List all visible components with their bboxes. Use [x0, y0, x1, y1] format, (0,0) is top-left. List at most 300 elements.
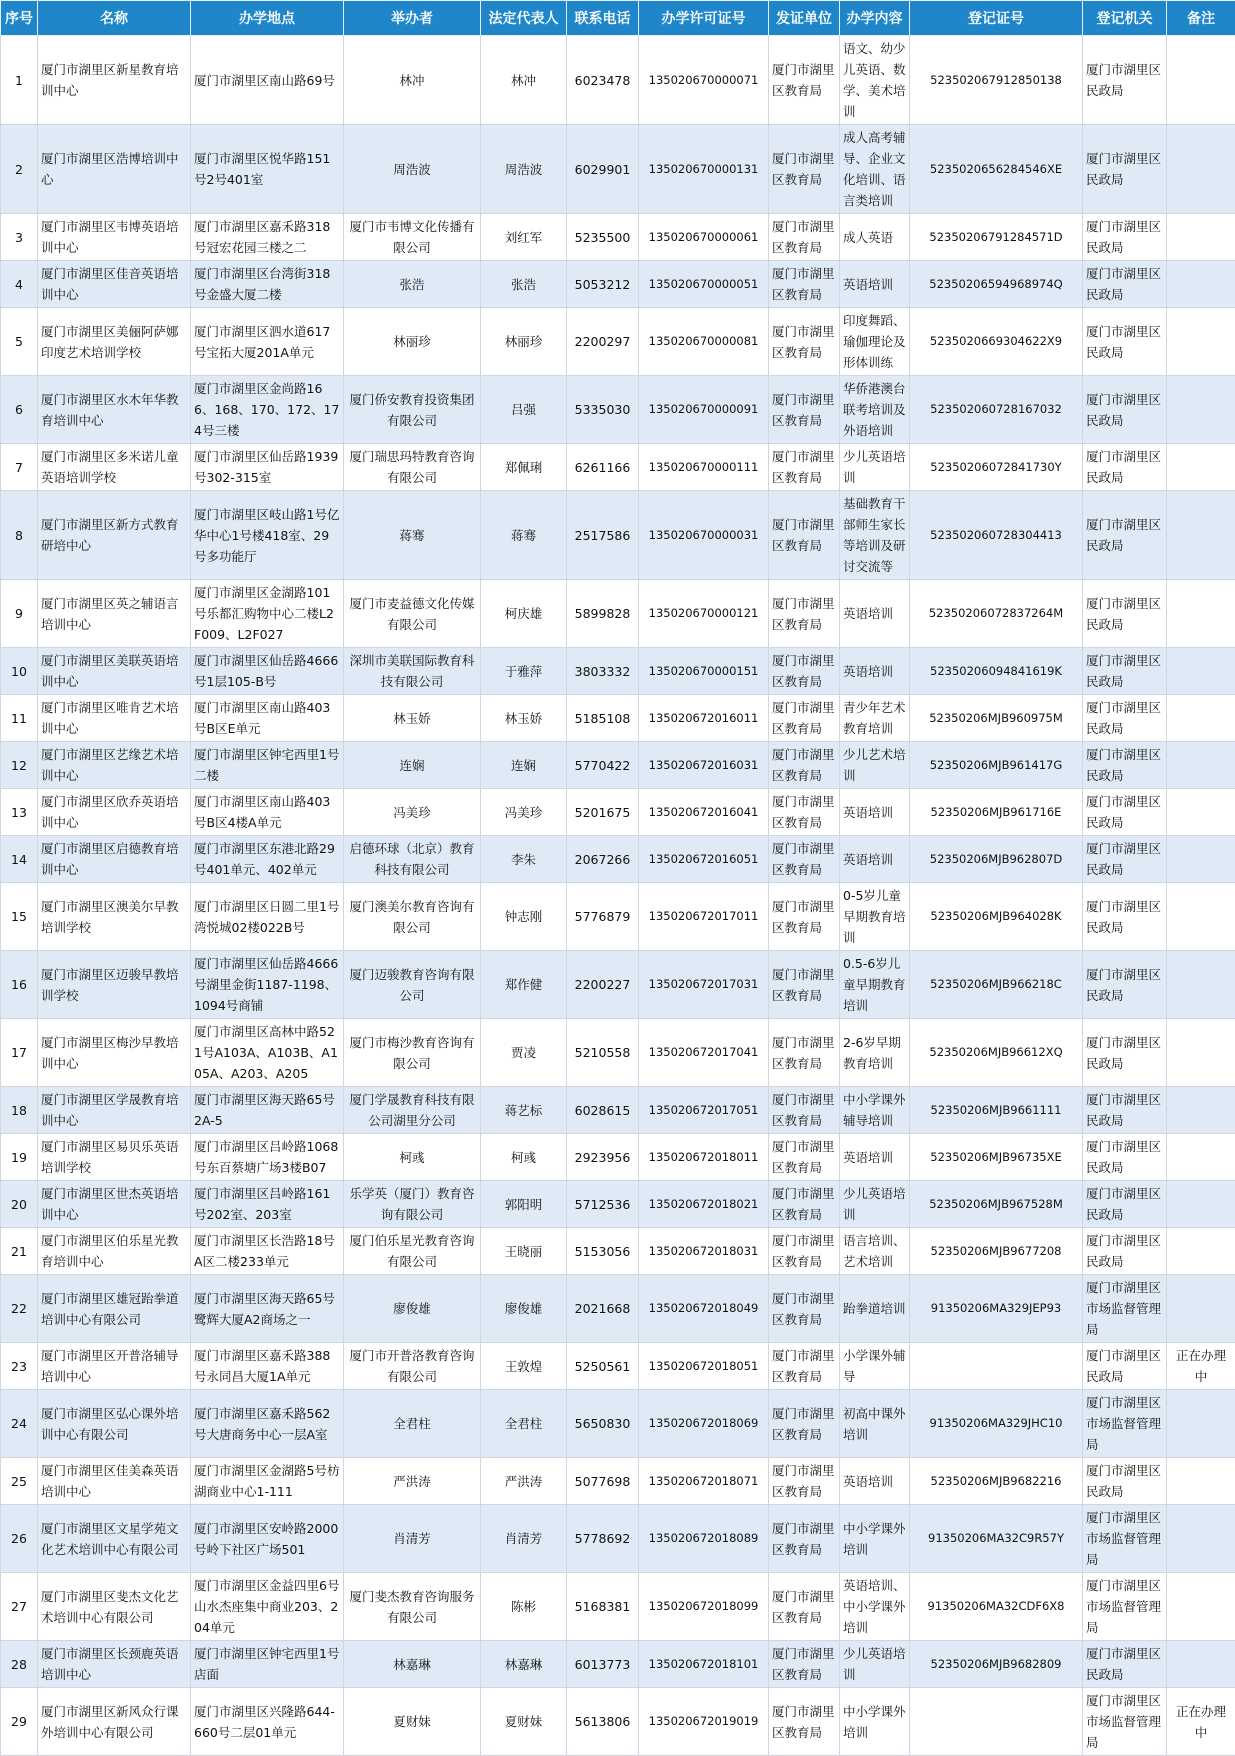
cell-issuer: 厦门市湖里区教育局	[769, 789, 840, 836]
cell-license-no: 135020672018089	[639, 1505, 769, 1573]
cell-issuer: 厦门市湖里区教育局	[769, 836, 840, 883]
cell-reg-no: 52350206MJB96621​8C	[910, 951, 1083, 1019]
table-row	[1, 308, 1235, 376]
cell-name: 厦门市湖里区新星教育培训中心	[38, 36, 191, 125]
cell-seq: 5	[1, 308, 38, 376]
cell-name: 厦门市湖里区佳美森英语培训中心	[38, 1458, 191, 1505]
cell-legal-rep: 陈彬	[481, 1573, 567, 1641]
cell-content: 中小学课外培训	[840, 1505, 910, 1573]
cell-content: 青少年艺术教育培训	[840, 695, 910, 742]
cell-organizer: 张浩	[344, 261, 481, 308]
cell-issuer: 厦门市湖里区教育局	[769, 648, 840, 695]
cell-name: 厦门市湖里区美联英语培训中心	[38, 648, 191, 695]
cell-name: 厦门市湖里区雄冠跆拳道培训中心有限公司	[38, 1275, 191, 1343]
cell-remark	[1167, 1505, 1235, 1573]
cell-name: 厦门市湖里区弘心课外培训中心有限公司	[38, 1390, 191, 1458]
cell-license-no: 135020672017011	[639, 883, 769, 951]
cell-address: 厦门市湖里区嘉禾路318号冠宏花园三楼之二	[191, 214, 344, 261]
cell-address: 厦门市湖里区仙岳路4666号1层105-B号	[191, 648, 344, 695]
cell-name: 厦门市湖里区澳美尔早教培训学校	[38, 883, 191, 951]
cell-remark	[1167, 1641, 1235, 1688]
cell-seq: 9	[1, 580, 38, 648]
cell-legal-rep: 周浩波	[481, 125, 567, 214]
cell-issuer: 厦门市湖里区教育局	[769, 261, 840, 308]
cell-address: 厦门市湖里区金湖路101号乐都汇购物中心二楼L2F009、L2F027	[191, 580, 344, 648]
cell-license-no: 135020672019019	[639, 1688, 769, 1756]
cell-phone: 6013773	[567, 1641, 639, 1688]
cell-issuer: 厦门市湖里区教育局	[769, 308, 840, 376]
cell-license-no: 135020672018021	[639, 1181, 769, 1228]
cell-organizer: 夏财妹	[344, 1688, 481, 1756]
cell-reg-authority: 厦门市湖里区民政局	[1083, 214, 1167, 261]
cell-address: 厦门市湖里区钟宅西里1号二楼	[191, 742, 344, 789]
cell-remark	[1167, 695, 1235, 742]
cell-issuer: 厦门市湖里区教育局	[769, 1087, 840, 1134]
cell-reg-no	[910, 1343, 1083, 1390]
cell-name: 厦门市湖里区韦博英语培训中心	[38, 214, 191, 261]
cell-organizer: 启德环球（北京）教育科技有限公司	[344, 836, 481, 883]
cell-address: 厦门市湖里区台湾街318号金盛大厦二楼	[191, 261, 344, 308]
cell-issuer: 厦门市湖里区教育局	[769, 214, 840, 261]
cell-phone: 6029901	[567, 125, 639, 214]
cell-legal-rep: 张浩	[481, 261, 567, 308]
cell-reg-no: 91350206MA32C9R5​7Y	[910, 1505, 1083, 1573]
cell-name: 厦门市湖里区斐杰文化艺术培训中心有限公司	[38, 1573, 191, 1641]
cell-legal-rep: 林嘉琳	[481, 1641, 567, 1688]
cell-name: 厦门市湖里区伯乐星光教育培训中心	[38, 1228, 191, 1275]
cell-organizer: 周浩波	[344, 125, 481, 214]
cell-legal-rep: 王敦煌	[481, 1343, 567, 1390]
cell-name: 厦门市湖里区水木年华教育培训中心	[38, 376, 191, 444]
cell-seq: 20	[1, 1181, 38, 1228]
cell-remark	[1167, 214, 1235, 261]
cell-organizer: 严洪涛	[344, 1458, 481, 1505]
cell-legal-rep: 连娴	[481, 742, 567, 789]
table-row	[1, 1573, 1235, 1641]
cell-issuer: 厦门市湖里区教育局	[769, 580, 840, 648]
cell-remark	[1167, 261, 1235, 308]
cell-reg-authority: 厦门市湖里区民政局	[1083, 742, 1167, 789]
cell-reg-authority: 厦门市湖里区民政局	[1083, 1641, 1167, 1688]
cell-reg-no: 52350206MJB96828​09	[910, 1641, 1083, 1688]
cell-legal-rep: 肖清芳	[481, 1505, 567, 1573]
cell-seq: 11	[1, 695, 38, 742]
column-header-remark: 备注	[1167, 1, 1235, 36]
table-row	[1, 1019, 1235, 1087]
cell-content: 少儿英语培训	[840, 444, 910, 491]
cell-content: 华侨港澳台联考培训及外语培训	[840, 376, 910, 444]
cell-remark	[1167, 742, 1235, 789]
table-row	[1, 1641, 1235, 1688]
cell-remark	[1167, 836, 1235, 883]
cell-phone: 5053212	[567, 261, 639, 308]
cell-reg-authority: 厦门市湖里区民政局	[1083, 1181, 1167, 1228]
cell-content: 2-6岁早期教育培训	[840, 1019, 910, 1087]
cell-name: 厦门市湖里区浩博培训中心	[38, 125, 191, 214]
cell-remark	[1167, 376, 1235, 444]
cell-address: 厦门市湖里区南山路403号B区4楼A单元	[191, 789, 344, 836]
cell-name: 厦门市湖里区启德教育培训中心	[38, 836, 191, 883]
cell-legal-rep: 郑佩琍	[481, 444, 567, 491]
cell-address: 厦门市湖里区南山路403号B区E单元	[191, 695, 344, 742]
table-row	[1, 491, 1235, 580]
cell-phone: 5770422	[567, 742, 639, 789]
cell-remark	[1167, 444, 1235, 491]
cell-content: 英语培训	[840, 1134, 910, 1181]
cell-content: 语文、幼少儿英语、数学、美术培训	[840, 36, 910, 125]
cell-license-no: 135020672016031	[639, 742, 769, 789]
cell-license-no: 135020672018069	[639, 1390, 769, 1458]
cell-reg-no: 5235020607283726​4M	[910, 580, 1083, 648]
cell-reg-authority: 厦门市湖里区民政局	[1083, 261, 1167, 308]
cell-legal-rep: 钟志刚	[481, 883, 567, 951]
cell-license-no: 135020672016051	[639, 836, 769, 883]
table-row	[1, 1134, 1235, 1181]
table-row	[1, 883, 1235, 951]
cell-issuer: 厦门市湖里区教育局	[769, 125, 840, 214]
cell-phone: 5778692	[567, 1505, 639, 1573]
cell-legal-rep: 夏财妹	[481, 1688, 567, 1756]
cell-seq: 18	[1, 1087, 38, 1134]
cell-name: 厦门市湖里区美俪阿萨娜印度艺术培训学校	[38, 308, 191, 376]
cell-issuer: 厦门市湖里区教育局	[769, 1134, 840, 1181]
cell-reg-authority: 厦门市湖里区民政局	[1083, 491, 1167, 580]
table-row	[1, 1181, 1235, 1228]
column-header-reg-authority: 登记机关	[1083, 1, 1167, 36]
column-header-name: 名称	[38, 1, 191, 36]
column-header-license-no: 办学许可证号	[639, 1, 769, 36]
cell-legal-rep: 刘红军	[481, 214, 567, 261]
cell-remark: 正在办理中	[1167, 1343, 1235, 1390]
cell-license-no: 135020672018049	[639, 1275, 769, 1343]
cell-reg-authority: 厦门市湖里区民政局	[1083, 1228, 1167, 1275]
cell-reg-no: 52350206MJB96752​8M	[910, 1181, 1083, 1228]
column-header-address: 办学地点	[191, 1, 344, 36]
cell-license-no: 135020672018101	[639, 1641, 769, 1688]
cell-reg-no: 52350206562845​46XE	[910, 125, 1083, 214]
cell-remark	[1167, 1181, 1235, 1228]
cell-issuer: 厦门市湖里区教育局	[769, 444, 840, 491]
cell-remark	[1167, 125, 1235, 214]
cell-phone: 6261166	[567, 444, 639, 491]
cell-reg-no: 91350206MA329JHC​10	[910, 1390, 1083, 1458]
cell-seq: 4	[1, 261, 38, 308]
table-row	[1, 789, 1235, 836]
cell-issuer: 厦门市湖里区教育局	[769, 36, 840, 125]
cell-phone: 5712536	[567, 1181, 639, 1228]
table-row	[1, 1390, 1235, 1458]
cell-reg-no: 5235020659496897​4Q	[910, 261, 1083, 308]
column-header-issuer: 发证单位	[769, 1, 840, 36]
cell-name: 厦门市湖里区文星学苑文化艺术培训中心有限公司	[38, 1505, 191, 1573]
cell-phone: 5201675	[567, 789, 639, 836]
cell-content: 0.5-6岁儿童早期教育培训	[840, 951, 910, 1019]
cell-name: 厦门市湖里区艺缘艺术培训中心	[38, 742, 191, 789]
cell-issuer: 厦门市湖里区教育局	[769, 1228, 840, 1275]
cell-license-no: 135020670000121	[639, 580, 769, 648]
column-header-organizer: 举办者	[344, 1, 481, 36]
cell-reg-no: 52350206MJB96097​5M	[910, 695, 1083, 742]
cell-license-no: 135020672018071	[639, 1458, 769, 1505]
table-row	[1, 214, 1235, 261]
cell-reg-no: 91350206MA32CDF6​X8	[910, 1573, 1083, 1641]
cell-phone: 5077698	[567, 1458, 639, 1505]
cell-issuer: 厦门市湖里区教育局	[769, 1573, 840, 1641]
cell-remark	[1167, 1573, 1235, 1641]
column-header-reg-no: 登记证号	[910, 1, 1083, 36]
cell-address: 厦门市湖里区日圆二里1号湾悦城02楼022B号	[191, 883, 344, 951]
cell-reg-authority: 厦门市湖里区民政局	[1083, 308, 1167, 376]
cell-legal-rep: 林玉娇	[481, 695, 567, 742]
cell-reg-no: 52350206791285013​8	[910, 36, 1083, 125]
cell-phone: 5185108	[567, 695, 639, 742]
cell-phone: 5899828	[567, 580, 639, 648]
cell-address: 厦门市湖里区高林中路521号A103A、A103B、A105A、A203、A205	[191, 1019, 344, 1087]
cell-content: 英语培训	[840, 836, 910, 883]
cell-reg-authority: 厦门市湖里区民政局	[1083, 36, 1167, 125]
cell-legal-rep: 廖俊雄	[481, 1275, 567, 1343]
cell-remark	[1167, 1390, 1235, 1458]
cell-legal-rep: 柯彧	[481, 1134, 567, 1181]
cell-reg-authority: 厦门市湖里区市场监督管理局	[1083, 1390, 1167, 1458]
table-body	[1, 36, 1235, 1756]
cell-organizer: 林冲	[344, 36, 481, 125]
cell-reg-no: 5235020669304622​X9	[910, 308, 1083, 376]
cell-phone: 2200297	[567, 308, 639, 376]
cell-legal-rep: 林丽珍	[481, 308, 567, 376]
cell-license-no: 135020672017031	[639, 951, 769, 1019]
cell-phone: 2923956	[567, 1134, 639, 1181]
cell-seq: 3	[1, 214, 38, 261]
cell-license-no: 135020670000051	[639, 261, 769, 308]
cell-remark	[1167, 883, 1235, 951]
cell-organizer: 全君柱	[344, 1390, 481, 1458]
cell-address: 厦门市湖里区钟宅西里1号店面	[191, 1641, 344, 1688]
cell-phone: 2067266	[567, 836, 639, 883]
cell-reg-authority: 厦门市湖里区民政局	[1083, 695, 1167, 742]
cell-content: 印度舞蹈、瑜伽理论及形体训练	[840, 308, 910, 376]
cell-name: 厦门市湖里区欣乔英语培训中心	[38, 789, 191, 836]
cell-license-no: 135020672016011	[639, 695, 769, 742]
cell-seq: 27	[1, 1573, 38, 1641]
cell-phone: 6023478	[567, 36, 639, 125]
cell-organizer: 厦门市开普洛教育咨询有限公司	[344, 1343, 481, 1390]
cell-license-no: 135020672016041	[639, 789, 769, 836]
cell-reg-authority: 厦门市湖里区民政局	[1083, 1134, 1167, 1181]
cell-organizer: 厦门市梅沙教育咨询有限公司	[344, 1019, 481, 1087]
cell-reg-no: 52350206MJB96822​16	[910, 1458, 1083, 1505]
cell-seq: 22	[1, 1275, 38, 1343]
cell-reg-authority: 厦门市湖里区民政局	[1083, 376, 1167, 444]
cell-legal-rep: 王晓丽	[481, 1228, 567, 1275]
cell-reg-authority: 厦门市湖里区民政局	[1083, 444, 1167, 491]
cell-license-no: 135020672018011	[639, 1134, 769, 1181]
table-row	[1, 695, 1235, 742]
cell-content: 中小学课外培训	[840, 1688, 910, 1756]
cell-issuer: 厦门市湖里区教育局	[769, 1390, 840, 1458]
cell-seq: 12	[1, 742, 38, 789]
cell-organizer: 厦门迈骏教育咨询有限公司	[344, 951, 481, 1019]
cell-seq: 17	[1, 1019, 38, 1087]
cell-license-no: 135020670000081	[639, 308, 769, 376]
cell-license-no: 135020670000091	[639, 376, 769, 444]
cell-address: 厦门市湖里区兴隆路644-660号二层01单元	[191, 1688, 344, 1756]
table-row	[1, 125, 1235, 214]
cell-name: 厦门市湖里区新方式教育研培中心	[38, 491, 191, 580]
cell-content: 跆拳道培训	[840, 1275, 910, 1343]
cell-license-no: 135020670000071	[639, 36, 769, 125]
cell-reg-authority: 厦门市湖里区民政局	[1083, 789, 1167, 836]
cell-phone: 5613806	[567, 1688, 639, 1756]
cell-organizer: 厦门斐杰教育咨询服务有限公司	[344, 1573, 481, 1641]
cell-seq: 10	[1, 648, 38, 695]
cell-content: 英语培训	[840, 580, 910, 648]
cell-content: 初高中课外培训	[840, 1390, 910, 1458]
cell-content: 成人英语	[840, 214, 910, 261]
cell-seq: 1	[1, 36, 38, 125]
cell-license-no: 135020670000131	[639, 125, 769, 214]
cell-issuer: 厦门市湖里区教育局	[769, 1275, 840, 1343]
cell-address: 厦门市湖里区吕岭路161号202室、203室	[191, 1181, 344, 1228]
cell-address: 厦门市湖里区金尚路166、168、170、172、174号三楼	[191, 376, 344, 444]
cell-phone: 5335030	[567, 376, 639, 444]
cell-issuer: 厦门市湖里区教育局	[769, 1181, 840, 1228]
cell-issuer: 厦门市湖里区教育局	[769, 1019, 840, 1087]
cell-name: 厦门市湖里区梅沙早教培训中心	[38, 1019, 191, 1087]
table-row	[1, 1087, 1235, 1134]
cell-address: 厦门市湖里区泗水道617号宝拓大厦201A单元	[191, 308, 344, 376]
cell-reg-no	[910, 1688, 1083, 1756]
cell-legal-rep: 林冲	[481, 36, 567, 125]
cell-seq: 13	[1, 789, 38, 836]
cell-seq: 15	[1, 883, 38, 951]
cell-seq: 29	[1, 1688, 38, 1756]
cell-content: 英语培训	[840, 789, 910, 836]
cell-license-no: 135020670000061	[639, 214, 769, 261]
cell-address: 厦门市湖里区岐山路1号亿华中心1号楼418室、29号多功能厅	[191, 491, 344, 580]
cell-remark	[1167, 1458, 1235, 1505]
cell-reg-authority: 厦门市湖里区民政局	[1083, 1087, 1167, 1134]
cell-issuer: 厦门市湖里区教育局	[769, 951, 840, 1019]
cell-reg-no: 52350206MJB96402​8K	[910, 883, 1083, 951]
cell-reg-no: 52350206MJB96772​08	[910, 1228, 1083, 1275]
cell-name: 厦门市湖里区多米诺儿童英语培训学校	[38, 444, 191, 491]
cell-reg-authority: 厦门市湖里区民政局	[1083, 580, 1167, 648]
cell-legal-rep: 贾凌	[481, 1019, 567, 1087]
cell-legal-rep: 全君柱	[481, 1390, 567, 1458]
cell-reg-authority: 厦门市湖里区民政局	[1083, 883, 1167, 951]
cell-reg-authority: 厦门市湖里区民政局	[1083, 1343, 1167, 1390]
cell-content: 少儿英语培训	[840, 1181, 910, 1228]
cell-content: 中小学课外辅导培训	[840, 1087, 910, 1134]
table-row	[1, 580, 1235, 648]
cell-address: 厦门市湖里区吕岭路1068号东百蔡塘广场3楼B07	[191, 1134, 344, 1181]
cell-seq: 16	[1, 951, 38, 1019]
cell-organizer: 连娴	[344, 742, 481, 789]
cell-seq: 7	[1, 444, 38, 491]
cell-reg-authority: 厦门市湖里区市场监督管理局	[1083, 1275, 1167, 1343]
cell-remark	[1167, 1087, 1235, 1134]
cell-reg-no: 5235020679128457​1D	[910, 214, 1083, 261]
cell-content: 英语培训	[840, 1458, 910, 1505]
cell-organizer: 厦门学晟教育科技有限公司湖里分公司	[344, 1087, 481, 1134]
cell-remark	[1167, 491, 1235, 580]
column-header-phone: 联系电话	[567, 1, 639, 36]
cell-reg-no: 52350206MJB96171​6E	[910, 789, 1083, 836]
cell-content: 0-5岁儿童早期教育培训	[840, 883, 910, 951]
cell-issuer: 厦门市湖里区教育局	[769, 883, 840, 951]
cell-phone: 5250561	[567, 1343, 639, 1390]
table-row	[1, 1228, 1235, 1275]
cell-seq: 2	[1, 125, 38, 214]
cell-name: 厦门市湖里区佳音英语培训中心	[38, 261, 191, 308]
cell-remark	[1167, 1275, 1235, 1343]
cell-issuer: 厦门市湖里区教育局	[769, 742, 840, 789]
cell-reg-authority: 厦门市湖里区民政局	[1083, 836, 1167, 883]
cell-seq: 23	[1, 1343, 38, 1390]
cell-organizer: 柯彧	[344, 1134, 481, 1181]
table-row	[1, 742, 1235, 789]
cell-reg-authority: 厦门市湖里区民政局	[1083, 1019, 1167, 1087]
cell-organizer: 厦门市韦博文化传播有限公司	[344, 214, 481, 261]
cell-seq: 8	[1, 491, 38, 580]
table-row	[1, 1688, 1235, 1756]
cell-phone: 5210558	[567, 1019, 639, 1087]
table-row	[1, 444, 1235, 491]
cell-content: 基础教育干部师生家长等培训及研讨交流等	[840, 491, 910, 580]
table-row	[1, 376, 1235, 444]
cell-content: 小学课外辅导	[840, 1343, 910, 1390]
cell-remark	[1167, 1228, 1235, 1275]
cell-issuer: 厦门市湖里区教育局	[769, 1505, 840, 1573]
cell-phone: 5153056	[567, 1228, 639, 1275]
cell-legal-rep: 严洪涛	[481, 1458, 567, 1505]
cell-organizer: 厦门伯乐星光教育咨询有限公司	[344, 1228, 481, 1275]
cell-address: 厦门市湖里区悦华路151号2号401室	[191, 125, 344, 214]
cell-reg-no: 5235020607281670​32	[910, 376, 1083, 444]
cell-remark	[1167, 789, 1235, 836]
cell-address: 厦门市湖里区东港北路29号401单元、402单元	[191, 836, 344, 883]
cell-phone: 5168381	[567, 1573, 639, 1641]
cell-phone: 5235500	[567, 214, 639, 261]
cell-organizer: 乐学英（厦门）教育咨询有限公司	[344, 1181, 481, 1228]
cell-address: 厦门市湖里区仙岳路4666号湖里金街1187-1198、1094号商铺	[191, 951, 344, 1019]
cell-legal-rep: 柯庆雄	[481, 580, 567, 648]
cell-license-no: 135020672018099	[639, 1573, 769, 1641]
cell-seq: 14	[1, 836, 38, 883]
cell-legal-rep: 蒋骞	[481, 491, 567, 580]
cell-phone: 5776879	[567, 883, 639, 951]
cell-license-no: 135020672017051	[639, 1087, 769, 1134]
cell-seq: 21	[1, 1228, 38, 1275]
cell-organizer: 厦门侨安教育投资集团有限公司	[344, 376, 481, 444]
cell-reg-no: 52350206MJB96141​7G	[910, 742, 1083, 789]
cell-address: 厦门市湖里区海天路65号鹭辉大厦A2商场之一	[191, 1275, 344, 1343]
cell-remark	[1167, 1134, 1235, 1181]
table-row	[1, 836, 1235, 883]
cell-legal-rep: 吕强	[481, 376, 567, 444]
cell-seq: 19	[1, 1134, 38, 1181]
cell-organizer: 蒋骞	[344, 491, 481, 580]
table-row	[1, 1458, 1235, 1505]
cell-content: 成人高考辅导、企业文化培训、语言类培训	[840, 125, 910, 214]
cell-name: 厦门市湖里区英之辅语言培训中心	[38, 580, 191, 648]
cell-name: 厦门市湖里区开普洛辅导培训中心	[38, 1343, 191, 1390]
cell-license-no: 135020672018031	[639, 1228, 769, 1275]
cell-license-no: 135020670000151	[639, 648, 769, 695]
cell-seq: 25	[1, 1458, 38, 1505]
cell-license-no: 135020672018051	[639, 1343, 769, 1390]
